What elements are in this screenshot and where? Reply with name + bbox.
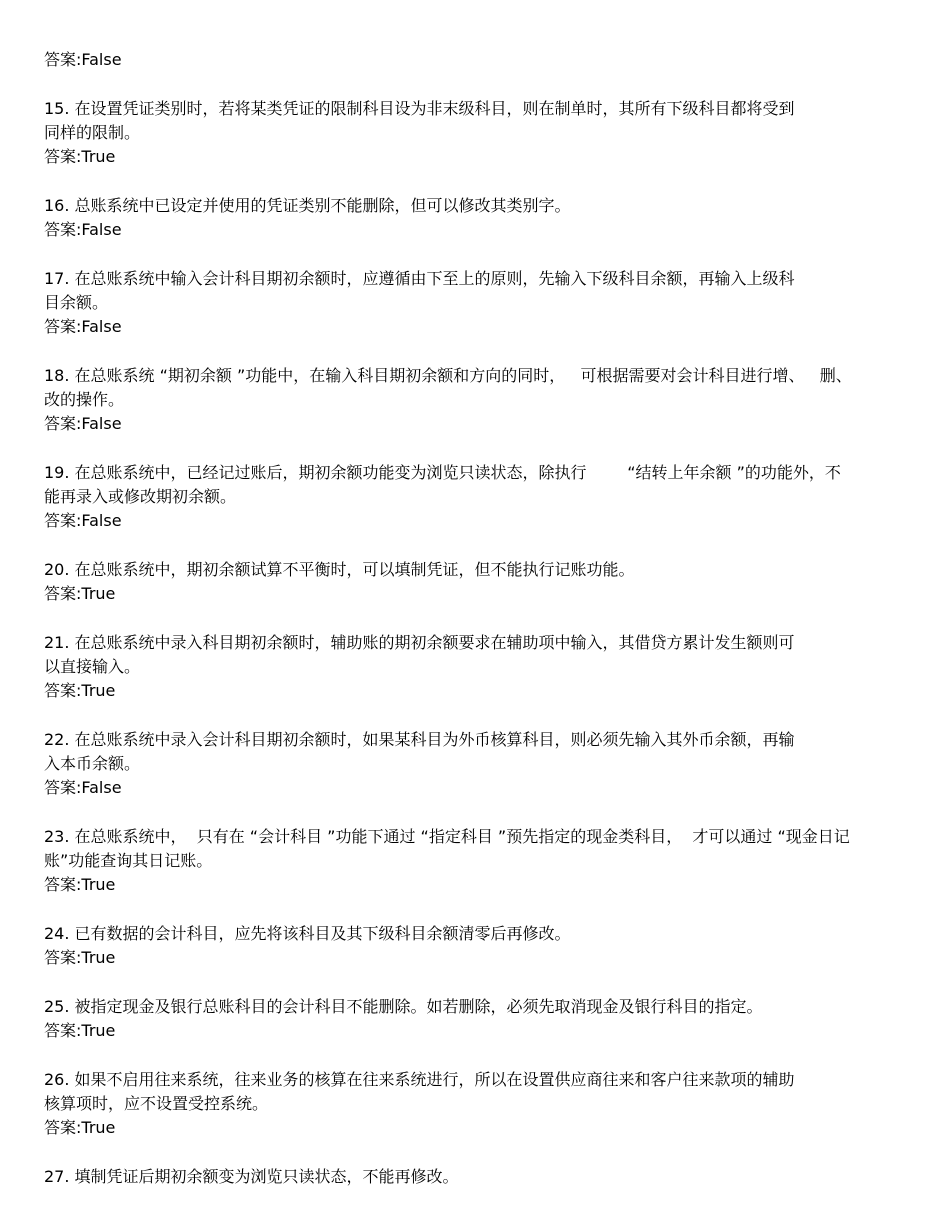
spacer [44, 897, 904, 922]
answer-text: 答案:False [44, 414, 122, 433]
question-item [44, 1165, 904, 1189]
question-text-line: 以直接输入。 [44, 657, 141, 676]
question-item [44, 1068, 904, 1140]
spacer [44, 242, 904, 267]
question-item [44, 631, 904, 703]
spacer [44, 606, 904, 631]
question-text-line: 目余额。 [44, 293, 109, 312]
spacer [44, 1043, 904, 1068]
answer-text: 答案:True [44, 584, 116, 603]
answer-text: 答案:True [44, 875, 116, 894]
spacer [44, 339, 904, 364]
question-text-line: 同样的限制。 [44, 123, 141, 142]
question-item [44, 995, 904, 1043]
question-text-line: 入本币余额。 [44, 754, 141, 773]
question-item [44, 558, 904, 606]
question-text-line: 能再录入或修改期初余额。 [44, 487, 237, 506]
answer-14: 答案:False [44, 50, 122, 69]
spacer [44, 1140, 904, 1165]
question-text-line: 账”功能查询其日记账。 [44, 851, 213, 870]
question-item [44, 461, 904, 533]
question-item [44, 364, 904, 436]
answer-text: 答案:True [44, 147, 116, 166]
question-text-line: 17. 在总账系统中输入会计科目期初余额时，应遵循由下至上的原则，先输入下级科目余额，再输入上级科 [44, 269, 795, 288]
answer-text: 答案:True [44, 681, 116, 700]
spacer [44, 436, 904, 461]
question-item [44, 825, 904, 897]
question-item [44, 194, 904, 242]
answer-text: 答案:True [44, 1118, 116, 1137]
question-text-line: 23. 在总账系统中， 只有在 “会计科目 ”功能下通过 “指定科目 ”预先指定的现金类科目， 才可以通过 “现金日记 [44, 827, 850, 846]
spacer [44, 533, 904, 558]
question-list [44, 97, 904, 1189]
answer-text: 答案:True [44, 1021, 116, 1040]
document-page [44, 48, 904, 1189]
question-item [44, 97, 904, 169]
answer-text: 答案:False [44, 317, 122, 336]
answer-text: 答案:False [44, 220, 122, 239]
question-text-line: 20. 在总账系统中，期初余额试算不平衡时，可以填制凭证，但不能执行记账功能。 [44, 560, 635, 579]
question-text-line: 21. 在总账系统中录入科目期初余额时，辅助账的期初余额要求在辅助项中输入，其借贷方累计发生额则可 [44, 633, 795, 652]
question-text-line: 25. 被指定现金及银行总账科目的会计科目不能删除。如若删除，必须先取消现金及银行科目的指定。 [44, 997, 763, 1016]
spacer [44, 703, 904, 728]
question-text-line: 24. 已有数据的会计科目，应先将该科目及其下级科目余额清零后再修改。 [44, 924, 571, 943]
question-text-line: 19. 在总账系统中，已经记过账后，期初余额功能变为浏览只读状态，除执行 “结转上年余额 ”的功能外，不 [44, 463, 841, 482]
spacer [44, 169, 904, 194]
question-text-line: 26. 如果不启用往来系统，往来业务的核算在往来系统进行，所以在设置供应商往来和客户往来款项的辅助 [44, 1070, 795, 1089]
question-text-line: 核算项时，应不设置受控系统。 [44, 1094, 269, 1113]
question-item [44, 728, 904, 800]
question-text-line: 18. 在总账系统 “期初余额 ”功能中，在输入科目期初余额和方向的同时， 可根据需要对会计科目进行增、 删、 [44, 366, 852, 385]
question-text-line: 15. 在设置凭证类别时，若将某类凭证的限制科目设为非末级科目，则在制单时，其所有下级科目都将受到 [44, 99, 795, 118]
answer-text: 答案:False [44, 778, 122, 797]
spacer [44, 72, 904, 97]
spacer [44, 800, 904, 825]
question-item [44, 267, 904, 339]
spacer [44, 970, 904, 995]
answer-text: 答案:False [44, 511, 122, 530]
question-text-line: 16. 总账系统中已设定并使用的凭证类别不能删除，但可以修改其类别字。 [44, 196, 571, 215]
question-text-line: 22. 在总账系统中录入会计科目期初余额时，如果某科目为外币核算科目，则必须先输入其外币余额，再输 [44, 730, 795, 749]
answer-text: 答案:True [44, 948, 116, 967]
question-item [44, 922, 904, 970]
question-text-line: 改的操作。 [44, 390, 125, 409]
question-text-line: 27. 填制凭证后期初余额变为浏览只读状态，不能再修改。 [44, 1167, 459, 1186]
